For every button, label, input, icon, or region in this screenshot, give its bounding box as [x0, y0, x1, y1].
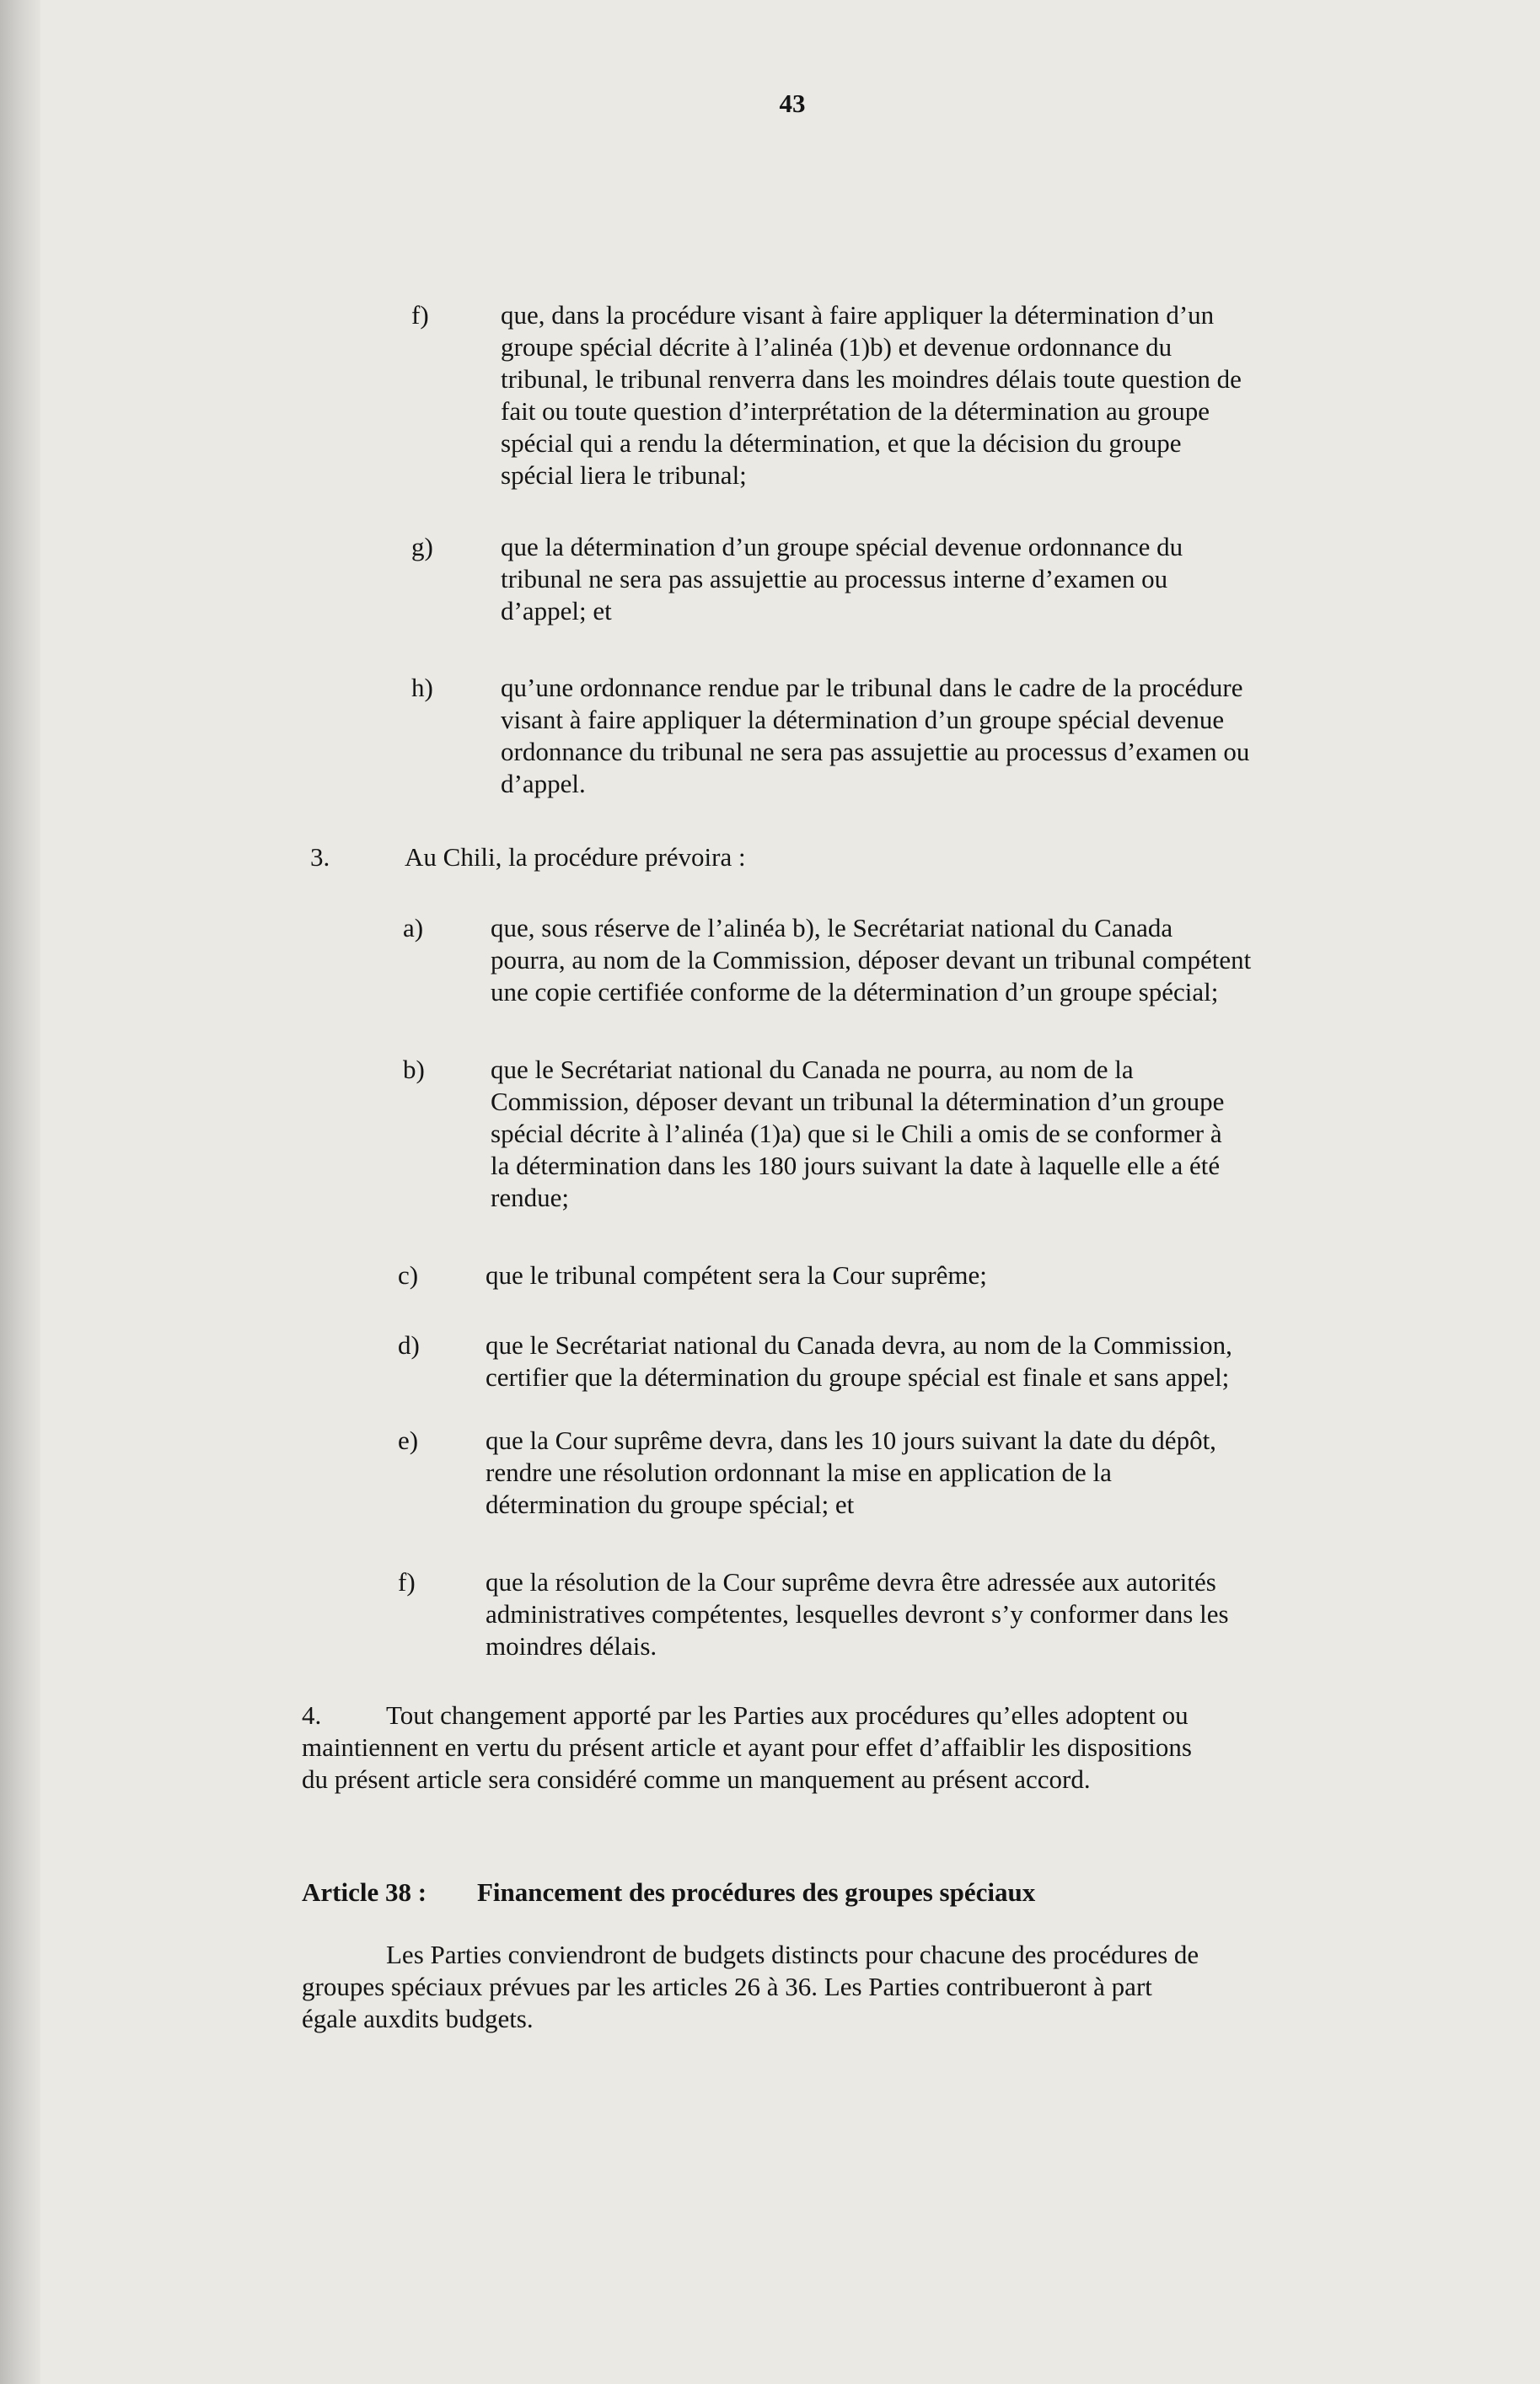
paragraph-4: [302, 1699, 1355, 1796]
page-number: 43: [779, 89, 806, 118]
item-label: h): [411, 673, 433, 702]
text-line: que le tribunal compétent sera la Cour suprême;: [486, 1260, 987, 1290]
article-title: Financement des procédures des groupes spéciaux: [477, 1877, 1036, 1907]
item-label: e): [398, 1426, 419, 1455]
text-line: Les Parties conviendront de budgets distincts pour chacune des procédures de: [386, 1940, 1199, 1969]
item-text: [486, 1566, 1229, 1662]
text-line: fait ou toute question d’interprétation de la détermination au groupe: [501, 396, 1210, 426]
article-number: Article 38 :: [302, 1877, 427, 1907]
item-label: c): [398, 1260, 419, 1290]
text-line: groupes spéciaux prévues par les articles 26 à 36. Les Parties contribueront à part: [302, 1972, 1152, 2001]
text-line: que le Secrétariat national du Canada devra, au nom de la Commission,: [486, 1330, 1232, 1360]
text-line: administratives compétentes, lesquelles devront s’y conformer dans les: [486, 1599, 1229, 1629]
item-label: g): [411, 532, 433, 561]
text-line: rendue;: [491, 1183, 569, 1212]
text-line: d’appel; et: [501, 596, 612, 626]
item-label: f): [398, 1567, 416, 1597]
text-line: moindres délais.: [486, 1631, 657, 1661]
text-line: qu’une ordonnance rendue par le tribunal dans le cadre de la procédure: [501, 673, 1243, 702]
text-line: spécial décrite à l’alinéa (1)a) que si le Chili a omis de se conformer à: [491, 1119, 1222, 1148]
text-line: la détermination dans les 180 jours suivant la date à laquelle elle a été: [491, 1151, 1221, 1180]
paragraph-number: 3.: [310, 842, 330, 872]
text-line: tribunal ne sera pas assujettie au processus interne d’examen ou: [501, 564, 1168, 593]
text-line: Tout changement apporté par les Parties aux procédures qu’elles adoptent ou: [386, 1700, 1189, 1730]
text-line: ordonnance du tribunal ne sera pas assujettie au processus d’examen ou: [501, 737, 1250, 766]
text-line: que la détermination d’un groupe spécial devenue ordonnance du: [501, 532, 1183, 561]
text-line: d’appel.: [501, 769, 586, 798]
item-text: [501, 299, 1242, 491]
text-line: que, sous réserve de l’alinéa b), le Secrétariat national du Canada: [491, 913, 1173, 942]
item-label: f): [411, 300, 429, 330]
item-text: [486, 1329, 1232, 1393]
text-line: détermination du groupe spécial; et: [486, 1490, 855, 1519]
text-line: Commission, déposer devant un tribunal la détermination d’un groupe: [491, 1087, 1225, 1116]
item-text: [501, 531, 1183, 627]
item-label: a): [403, 913, 424, 942]
item-text: [491, 1054, 1224, 1214]
article-heading: [302, 1877, 1036, 1909]
text-line: certifier que la détermination du groupe spécial est finale et sans appel;: [486, 1362, 1230, 1392]
text-line: pourra, au nom de la Commission, déposer devant un tribunal compétent: [491, 945, 1252, 975]
item-label: b): [403, 1055, 425, 1084]
text-line: que la Cour suprême devra, dans les 10 jours suivant la date du dépôt,: [486, 1426, 1216, 1455]
text-line: que le Secrétariat national du Canada ne pourra, au nom de la: [491, 1055, 1134, 1084]
text-line: égale auxdits budgets.: [302, 2004, 534, 2033]
item-text: [491, 912, 1251, 1008]
item-text: [486, 1425, 1216, 1521]
paragraph-number: 4.: [302, 1700, 322, 1730]
text-line: groupe spécial décrite à l’alinéa (1)b) et devenue ordonnance du: [501, 332, 1172, 362]
text-line: spécial liera le tribunal;: [501, 460, 747, 490]
text-line: visant à faire appliquer la détermination d’un groupe spécial devenue: [501, 705, 1225, 734]
binding-shadow: [0, 0, 40, 2384]
item-label: d): [398, 1330, 420, 1360]
item-text: [486, 1259, 987, 1291]
text-line: du présent article sera considéré comme un manquement au présent accord.: [302, 1764, 1091, 1794]
text-line: une copie certifiée conforme de la détermination d’un groupe spécial;: [491, 977, 1219, 1007]
article-38-body: [302, 1939, 1355, 2035]
paragraph-text: Au Chili, la procédure prévoira :: [405, 842, 746, 872]
text-line: spécial qui a rendu la détermination, et que la décision du groupe: [501, 428, 1182, 458]
text-line: maintiennent en vertu du présent article et ayant pour effet d’affaiblir les dispositions: [302, 1732, 1192, 1762]
text-line: tribunal, le tribunal renverra dans les moindres délais toute question de: [501, 364, 1242, 394]
text-line: que, dans la procédure visant à faire appliquer la détermination d’un: [501, 300, 1215, 330]
text-line: rendre une résolution ordonnant la mise en application de la: [486, 1458, 1112, 1487]
item-text: [501, 672, 1249, 800]
text-line: que la résolution de la Cour suprême devra être adressée aux autorités: [486, 1567, 1216, 1597]
